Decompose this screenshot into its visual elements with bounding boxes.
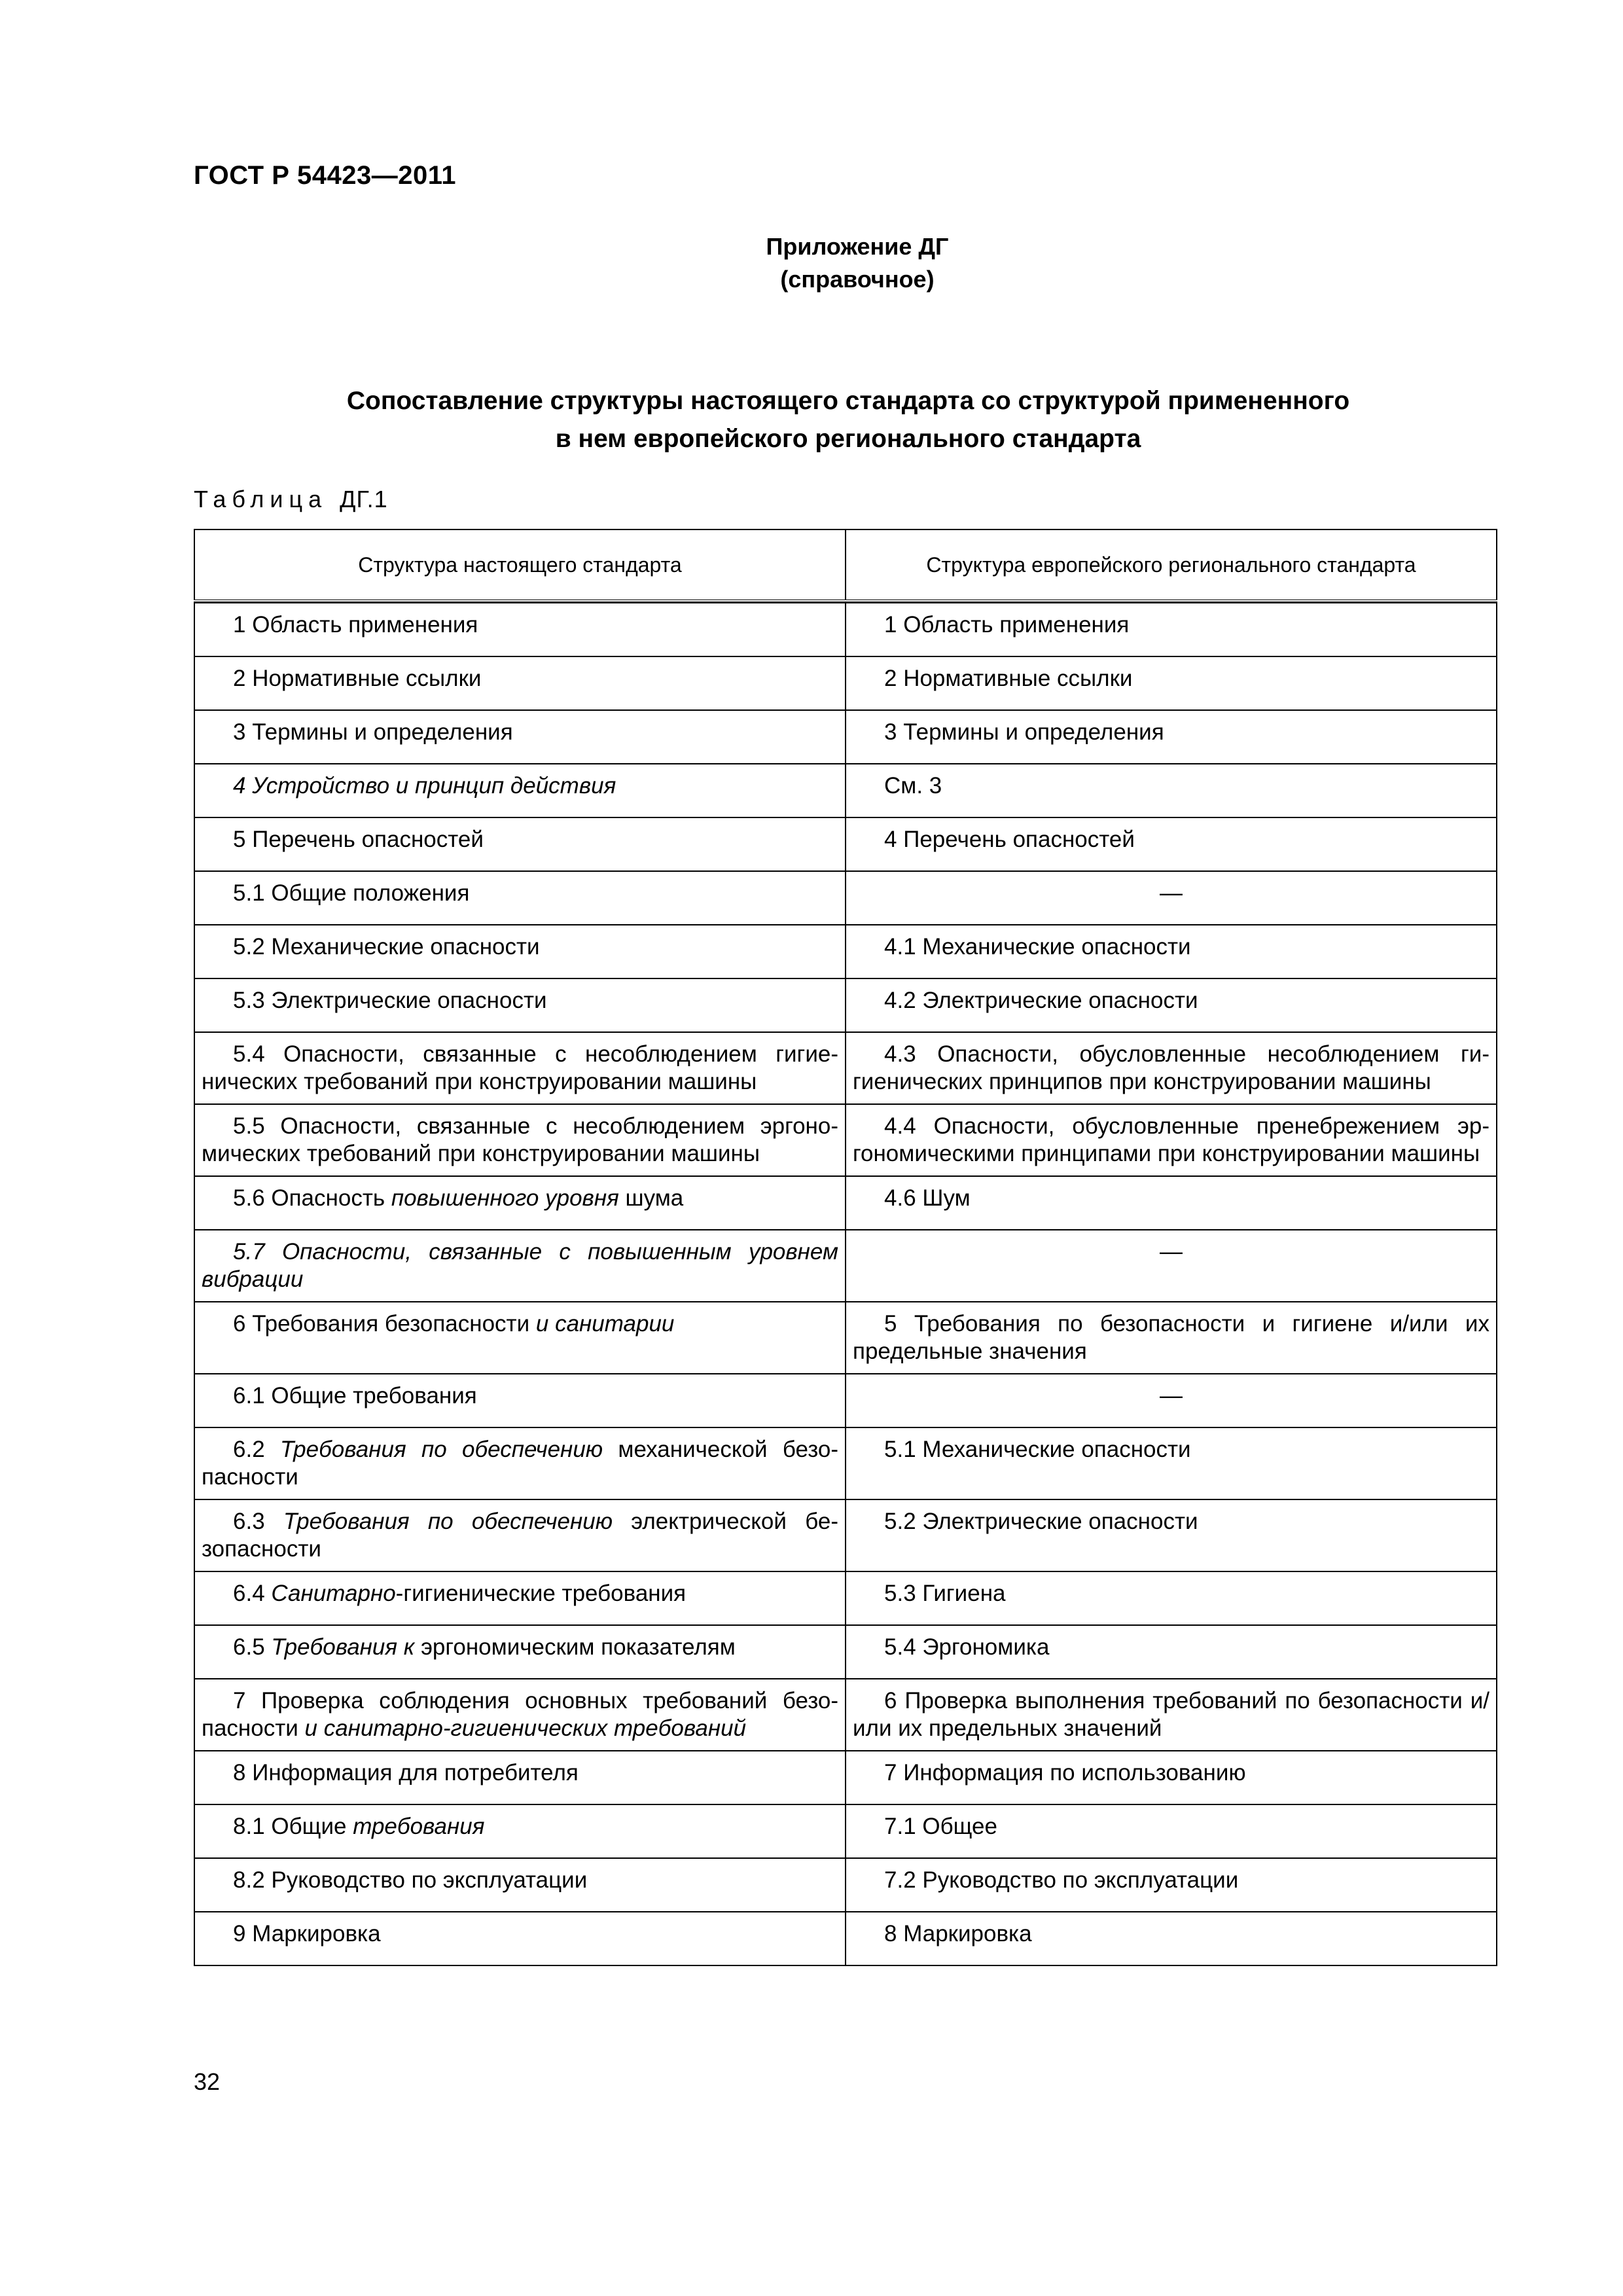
cell-text: 9 Маркировка <box>233 1921 381 1946</box>
cell-european-standard <box>846 1804 1497 1858</box>
cell-text: 4.1 Механические опасности <box>884 934 1191 960</box>
cell-current-standard <box>194 1912 846 1965</box>
table-row <box>194 1176 1497 1230</box>
cell-text: 4.2 Электрические опасности <box>884 988 1198 1013</box>
cell-text: 5.7 Опасности, связанные с повышенным уровнем вибрации <box>202 1239 838 1292</box>
table-row <box>194 871 1497 925</box>
heading-line-2: в нем европейского регионального стандарта <box>555 425 1141 453</box>
annex-type: (справочное) <box>780 266 935 293</box>
cell-text: 4.6 Шум <box>884 1185 971 1211</box>
cell-text: 6.3 <box>233 1509 283 1534</box>
table-row <box>194 764 1497 817</box>
cell-text: 3 Термины и определения <box>233 719 513 745</box>
table-caption <box>194 486 388 513</box>
cell-text: 5.1 Общие положения <box>233 880 470 906</box>
cell-current-standard <box>194 1230 846 1302</box>
cell-text: 7 Информация по использованию <box>884 1760 1246 1785</box>
cell-text: 7 Проверка соблюдения основных требований безопасности <box>202 1688 838 1741</box>
cell-text: 5.2 Электрические опасности <box>884 1509 1198 1534</box>
table-row <box>194 656 1497 710</box>
cell-current-standard <box>194 1679 846 1751</box>
cell-text: эргономическим показателям <box>414 1634 736 1660</box>
cell-text: механической безопасности <box>202 1437 838 1490</box>
cell-text: Требования к <box>271 1634 415 1660</box>
cell-european-standard <box>846 1374 1497 1427</box>
table-row <box>194 1679 1497 1751</box>
cell-current-standard <box>194 1032 846 1104</box>
table-row <box>194 1751 1497 1804</box>
annex-block <box>0 230 1623 296</box>
cell-text: шума <box>618 1185 684 1211</box>
table-row <box>194 710 1497 764</box>
cell-text: -гигиенические требования <box>395 1581 687 1606</box>
cell-current-standard <box>194 603 846 656</box>
cell-text: 4 Перечень опасностей <box>884 827 1135 852</box>
cell-current-standard <box>194 656 846 710</box>
cell-european-standard <box>846 710 1497 764</box>
cell-text: требования <box>353 1814 485 1839</box>
cell-european-standard <box>846 1302 1497 1374</box>
cell-current-standard <box>194 1499 846 1571</box>
cell-current-standard <box>194 1104 846 1176</box>
cell-text: 5.1 Механические опасности <box>884 1437 1191 1462</box>
cell-text: повышенного уровня <box>391 1185 619 1211</box>
heading-line-1: Сопоставление структуры настоящего стандарта со структурой примененного <box>346 387 1350 415</box>
table-row <box>194 1302 1497 1374</box>
cell-current-standard <box>194 871 846 925</box>
cell-text: Требования по обеспечению <box>283 1509 613 1534</box>
cell-text: 8.1 Общие <box>233 1814 353 1839</box>
cell-text: 2 Нормативные ссылки <box>233 666 482 691</box>
cell-text: 1 Область применения <box>233 612 478 637</box>
cell-text: 6.1 Общие требования <box>233 1383 477 1408</box>
cell-text: 4 Устройство и принцип действия <box>233 773 616 798</box>
cell-text: Требования по обеспечению <box>279 1437 603 1462</box>
cell-current-standard <box>194 1571 846 1625</box>
table-row <box>194 1374 1497 1427</box>
cell-current-standard <box>194 1804 846 1858</box>
cell-european-standard <box>846 871 1497 925</box>
cell-text: 5.5 Опасности, связанные с несоблюдением эргономических требований при конструировании машины <box>202 1113 838 1166</box>
table-row <box>194 1625 1497 1679</box>
cell-european-standard <box>846 978 1497 1032</box>
cell-text: 8 Информация для потребителя <box>233 1760 579 1785</box>
cell-european-standard <box>846 1104 1497 1176</box>
cell-european-standard <box>846 1912 1497 1965</box>
cell-text: 4.3 Опасности, обусловленные несоблюдением гигиенических принципов при конструировании машины <box>853 1041 1489 1094</box>
document-code: ГОСТ Р 54423—2011 <box>194 161 456 190</box>
column-header-right: Структура европейского регионального стандарта <box>846 529 1497 601</box>
cell-european-standard <box>846 925 1497 978</box>
cell-text: См. 3 <box>884 773 942 798</box>
cell-european-standard <box>846 1176 1497 1230</box>
cell-text: 2 Нормативные ссылки <box>884 666 1133 691</box>
cell-text: 6 Проверка выполнения требований по безопасности и/или их предельных значений <box>853 1688 1489 1741</box>
table-row <box>194 1571 1497 1625</box>
cell-text: Санитарно <box>271 1581 396 1606</box>
cell-text: и санитарии <box>535 1311 675 1336</box>
cell-european-standard <box>846 764 1497 817</box>
cell-current-standard <box>194 978 846 1032</box>
cell-text: 5.4 Эргономика <box>884 1634 1050 1660</box>
table-row <box>194 1427 1497 1499</box>
table-row <box>194 1032 1497 1104</box>
cell-text: 1 Область применения <box>884 612 1130 637</box>
cell-text: 8 Маркировка <box>884 1921 1032 1946</box>
table-row <box>194 978 1497 1032</box>
cell-text: 4.4 Опасности, обусловленные пренебрежением эргономическими принципами при конструировании машины <box>853 1113 1489 1166</box>
cell-current-standard <box>194 764 846 817</box>
page-number: 32 <box>194 2068 221 2095</box>
cell-text: электрической безопасности <box>202 1509 838 1562</box>
cell-text: 6.4 <box>233 1581 272 1606</box>
cell-text: — <box>1160 880 1183 906</box>
table-row <box>194 1912 1497 1965</box>
table-row <box>194 925 1497 978</box>
annex-title: Приложение ДГ <box>766 233 949 260</box>
cell-current-standard <box>194 1374 846 1427</box>
cell-current-standard <box>194 1176 846 1230</box>
cell-european-standard <box>846 1751 1497 1804</box>
cell-text: 8.2 Руководство по эксплуатации <box>233 1867 588 1893</box>
cell-european-standard <box>846 656 1497 710</box>
cell-european-standard <box>846 1427 1497 1499</box>
table-row <box>194 1858 1497 1912</box>
table-row <box>194 1499 1497 1571</box>
cell-text: 5.3 Электрические опасности <box>233 988 547 1013</box>
cell-text: 5.4 Опасности, связанные с несоблюдением гигиенических требований при конструировании машины <box>202 1041 838 1094</box>
cell-text: 6 Требования безопасности <box>233 1311 536 1336</box>
table-row <box>194 1104 1497 1176</box>
cell-european-standard <box>846 1625 1497 1679</box>
comparison-table <box>194 529 1497 1966</box>
cell-current-standard <box>194 925 846 978</box>
table-row <box>194 817 1497 871</box>
cell-current-standard <box>194 1751 846 1804</box>
table-body <box>194 601 1497 1965</box>
cell-text: 5.2 Механические опасности <box>233 934 540 960</box>
cell-text: 5.3 Гигиена <box>884 1581 1006 1606</box>
cell-text: 3 Термины и определения <box>884 719 1164 745</box>
table-row <box>194 1230 1497 1302</box>
cell-current-standard <box>194 817 846 871</box>
cell-european-standard <box>846 1499 1497 1571</box>
cell-current-standard <box>194 1858 846 1912</box>
cell-text: 5.6 Опасность <box>233 1185 391 1211</box>
cell-european-standard <box>846 1679 1497 1751</box>
cell-european-standard <box>846 1230 1497 1302</box>
cell-current-standard <box>194 1625 846 1679</box>
cell-text: 5 Требования по безопасности и гигиене и/или их предельные значения <box>853 1311 1489 1364</box>
cell-current-standard <box>194 710 846 764</box>
table-row <box>194 1804 1497 1858</box>
section-heading <box>194 382 1503 458</box>
cell-text: 7.1 Общее <box>884 1814 997 1839</box>
cell-text: — <box>1160 1239 1183 1265</box>
cell-european-standard <box>846 1858 1497 1912</box>
cell-european-standard <box>846 603 1497 656</box>
cell-text: 6.5 <box>233 1634 272 1660</box>
cell-european-standard <box>846 817 1497 871</box>
cell-current-standard <box>194 1302 846 1374</box>
cell-text: 5 Перечень опасностей <box>233 827 484 852</box>
table-caption-number: ДГ.1 <box>340 486 388 512</box>
cell-text: и санитарно-гигиенических требований <box>304 1715 747 1741</box>
cell-text: — <box>1160 1383 1183 1408</box>
column-header-left: Структура настоящего стандарта <box>194 529 846 601</box>
cell-current-standard <box>194 1427 846 1499</box>
table-row <box>194 603 1497 656</box>
cell-text: 7.2 Руководство по эксплуатации <box>884 1867 1239 1893</box>
cell-text: 6.2 <box>233 1437 280 1462</box>
cell-european-standard <box>846 1571 1497 1625</box>
table-header-row <box>194 529 1497 601</box>
cell-european-standard <box>846 1032 1497 1104</box>
table-caption-word: Таблица <box>194 486 328 512</box>
